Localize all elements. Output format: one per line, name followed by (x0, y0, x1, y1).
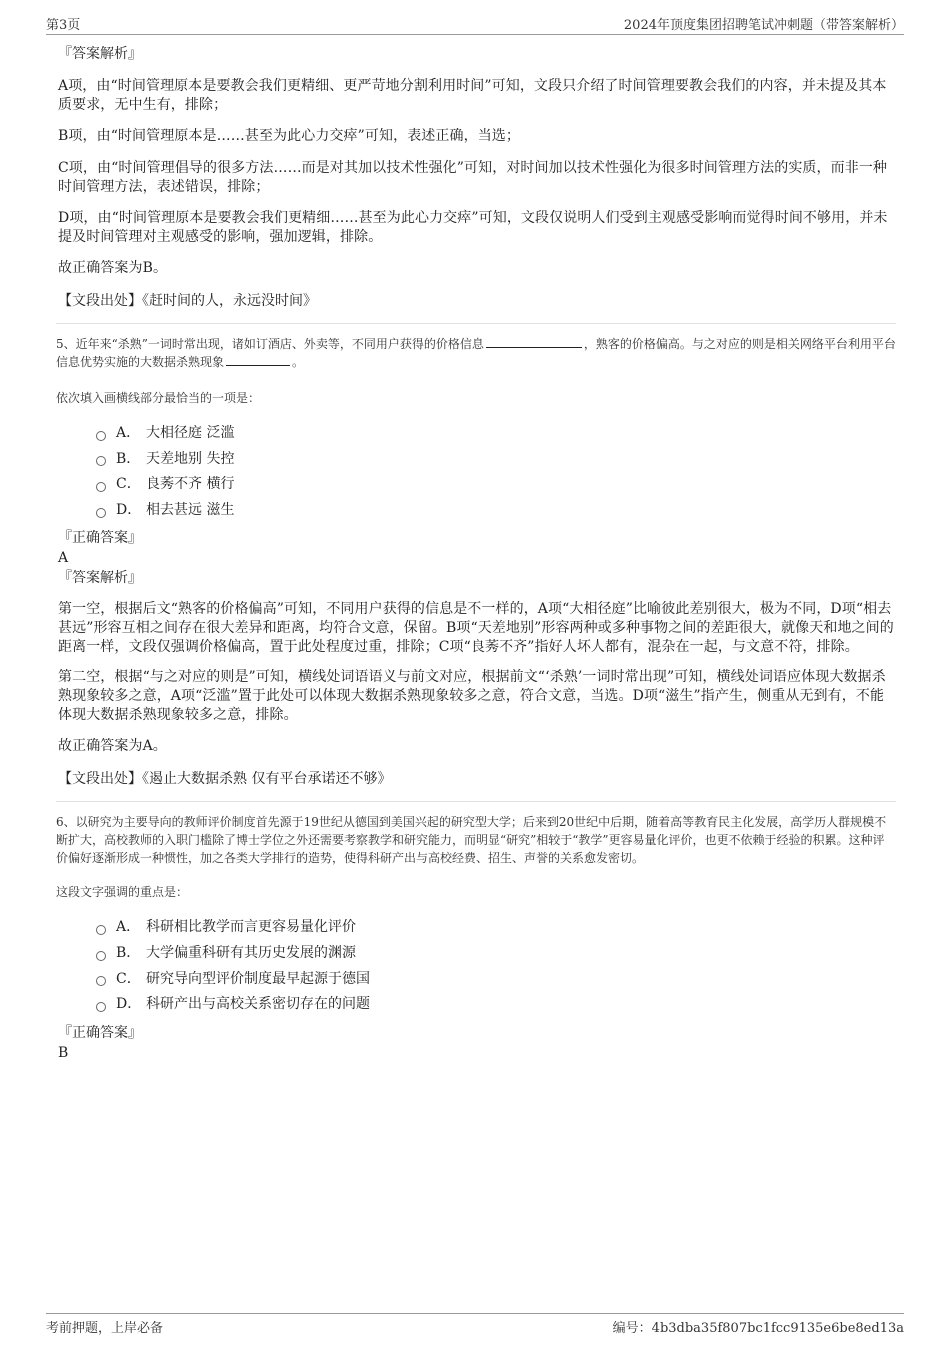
q5-option-d[interactable] (96, 498, 896, 524)
q5-blank-1 (486, 335, 582, 348)
q5-option-b[interactable] (96, 447, 896, 473)
option-letter: A． (116, 425, 141, 441)
option-letter: C． (116, 476, 141, 493)
option-letter: B． (116, 450, 141, 467)
option-text: 大相径庭 泛滥 (146, 425, 235, 441)
q5-option-a[interactable] (96, 421, 896, 447)
radio-icon[interactable] (96, 431, 106, 441)
divider (56, 323, 896, 324)
q4-analysis-para-c: C项，由“时间管理倡导的很多方法……而是对其加以技术性强化”可知，对时间加以技术性强化为很多时间管理方法的实质，而非一种时间管理方法，表述错误，排除； (58, 160, 888, 195)
q5-analysis-heading: 『答案解析』 (58, 570, 142, 587)
q5-stem-part-2: ，熟客的价格偏高。与之对应的则是相关网络平台利用平台信息优势实施的大数据杀熟现象 (56, 337, 896, 369)
option-letter: D． (116, 996, 142, 1013)
q6-option-c[interactable] (96, 967, 896, 993)
q6-correct-heading: 『正确答案』 (58, 1024, 142, 1041)
radio-icon[interactable] (96, 976, 106, 986)
q4-analysis-para-b: B项，由“时间管理原本是……甚至为此心力交瘁”可知，表述正确，当选； (58, 128, 521, 144)
q5-prompt: 依次填入画横线部分最恰当的一项是： (56, 391, 261, 405)
q5-answer: A (58, 550, 69, 567)
radio-icon[interactable] (96, 925, 106, 935)
q4-analysis-para-d: D项，由“时间管理原本是要教会我们更精细……甚至为此心力交瘁”可知，文段仅说明人们受到主观感受影响而觉得时间不够用，并未提及时间管理对主观感受的影响，强加逻辑，排除。 (58, 210, 888, 245)
q5-source: 【文段出处】《遏止大数据杀熟 仅有平台承诺还不够》 (58, 771, 392, 788)
radio-icon[interactable] (96, 951, 106, 961)
option-text: 良莠不齐 横行 (146, 476, 235, 493)
q6-stem: 6、以研究为主要导向的教师评价制度首先源于19世纪从德国到美国兴起的研究型大学；后来到20世纪中后期，随着高等教育民主化发展，高学历人群规模不断扩大，高校教师的入职门槛除了博士学位之外还需要考察教学和研究能力，而明显“研究”相较于“教学”更容易量化评价，也更不依赖于经验的积累。这种评价偏好逐渐形成一种惯性，加之各类大学排行的造势，使得科研产出与高校经费、招生、声誉的关系愈发密切。 (56, 815, 887, 866)
option-text: 大学偏重科研有其历史发展的渊源 (146, 944, 356, 961)
option-text: 科研相比教学而言更容易量化评价 (146, 919, 356, 936)
q4-source: 【文段出处】《赶时间的人，永远没时间》 (58, 293, 317, 309)
document-code: 编号：4b3dba35f807bc1fcc9135e6be8ed13a (612, 1321, 904, 1336)
q5-conclusion: 故正确答案为A。 (58, 738, 167, 755)
option-letter: D． (116, 501, 142, 518)
q5-analysis-para-1: 第一空，根据后文“熟客的价格偏高”可知，不同用户获得的信息是不一样的，A项“大相径庭”比喻彼此差别很大，极为不同，D项“相去甚远”形容互相之间存在很大差异和距离，均符合文意，保留。B项“天差地别”形容两种或多种事物之间的差距很大，就像天和地之间的距离一样，文段仅强调价格偏高，置于此处程度过重，排除；C项“良莠不齐”指好人坏人都有，混杂在一起，与文意不符，排除。 (58, 601, 894, 656)
option-letter: C． (116, 970, 141, 987)
page-content (56, 44, 896, 1063)
q5-stem-part-1: 5、近年来“杀熟”一词时常出现，诸如订酒店、外卖等，不同用户获得的价格信息 (56, 337, 484, 351)
q4-analysis-heading: 『答案解析』 (58, 46, 142, 62)
option-letter: B． (116, 944, 141, 961)
q4-conclusion: 故正确答案为B。 (58, 260, 168, 276)
q5-correct-heading: 『正确答案』 (58, 530, 142, 547)
option-letter: A． (116, 919, 141, 936)
q5-analysis-para-2: 第二空，根据“与之对应的则是”可知，横线处词语语义与前文对应，根据前文“‘杀熟’一词时常出现”可知，横线处词语应体现大数据杀熟现象较多之意，A项“泛滥”置于此处可以体现大数据杀熟现象较多之意，符合文意，当选。D项“滋生”指产生，侧重从无到有，不能体现大数据杀熟现象较多之意，排除。 (58, 669, 886, 724)
radio-icon[interactable] (96, 456, 106, 466)
q5-stem (56, 335, 896, 371)
footer-slogan: 考前押题，上岸必备 (46, 1321, 164, 1336)
q6-answer: B (58, 1044, 69, 1061)
divider (56, 801, 896, 802)
q5-stem-part-3: 。 (292, 355, 305, 369)
q5-options (96, 421, 896, 523)
radio-icon[interactable] (96, 482, 106, 492)
page-header (46, 14, 904, 35)
radio-icon[interactable] (96, 1002, 106, 1012)
q6-options (96, 915, 896, 1017)
q6-option-a[interactable] (96, 915, 896, 941)
q6-prompt: 这段文字强调的重点是： (56, 885, 189, 900)
q6-option-d[interactable] (96, 992, 896, 1018)
option-text: 研究导向型评价制度最早起源于德国 (146, 970, 370, 987)
option-text: 科研产出与高校关系密切存在的问题 (146, 996, 370, 1013)
page-number: 第3页 (46, 18, 81, 33)
q4-analysis-para-a: A项，由“时间管理原本是要教会我们更精细、更严苛地分割利用时间”可知，文段只介绍了时间管理要教会我们的内容，并未提及其本质要求，无中生有，排除； (58, 78, 887, 113)
q6-option-b[interactable] (96, 941, 896, 967)
option-text: 相去甚远 滋生 (146, 501, 235, 518)
document-title: 2024年顶度集团招聘笔试冲刺题（带答案解析） (623, 18, 904, 33)
q5-blank-2 (226, 353, 290, 366)
q5-option-c[interactable] (96, 472, 896, 498)
radio-icon[interactable] (96, 508, 106, 518)
option-text: 天差地别 失控 (146, 450, 235, 467)
page-footer (46, 1313, 904, 1338)
